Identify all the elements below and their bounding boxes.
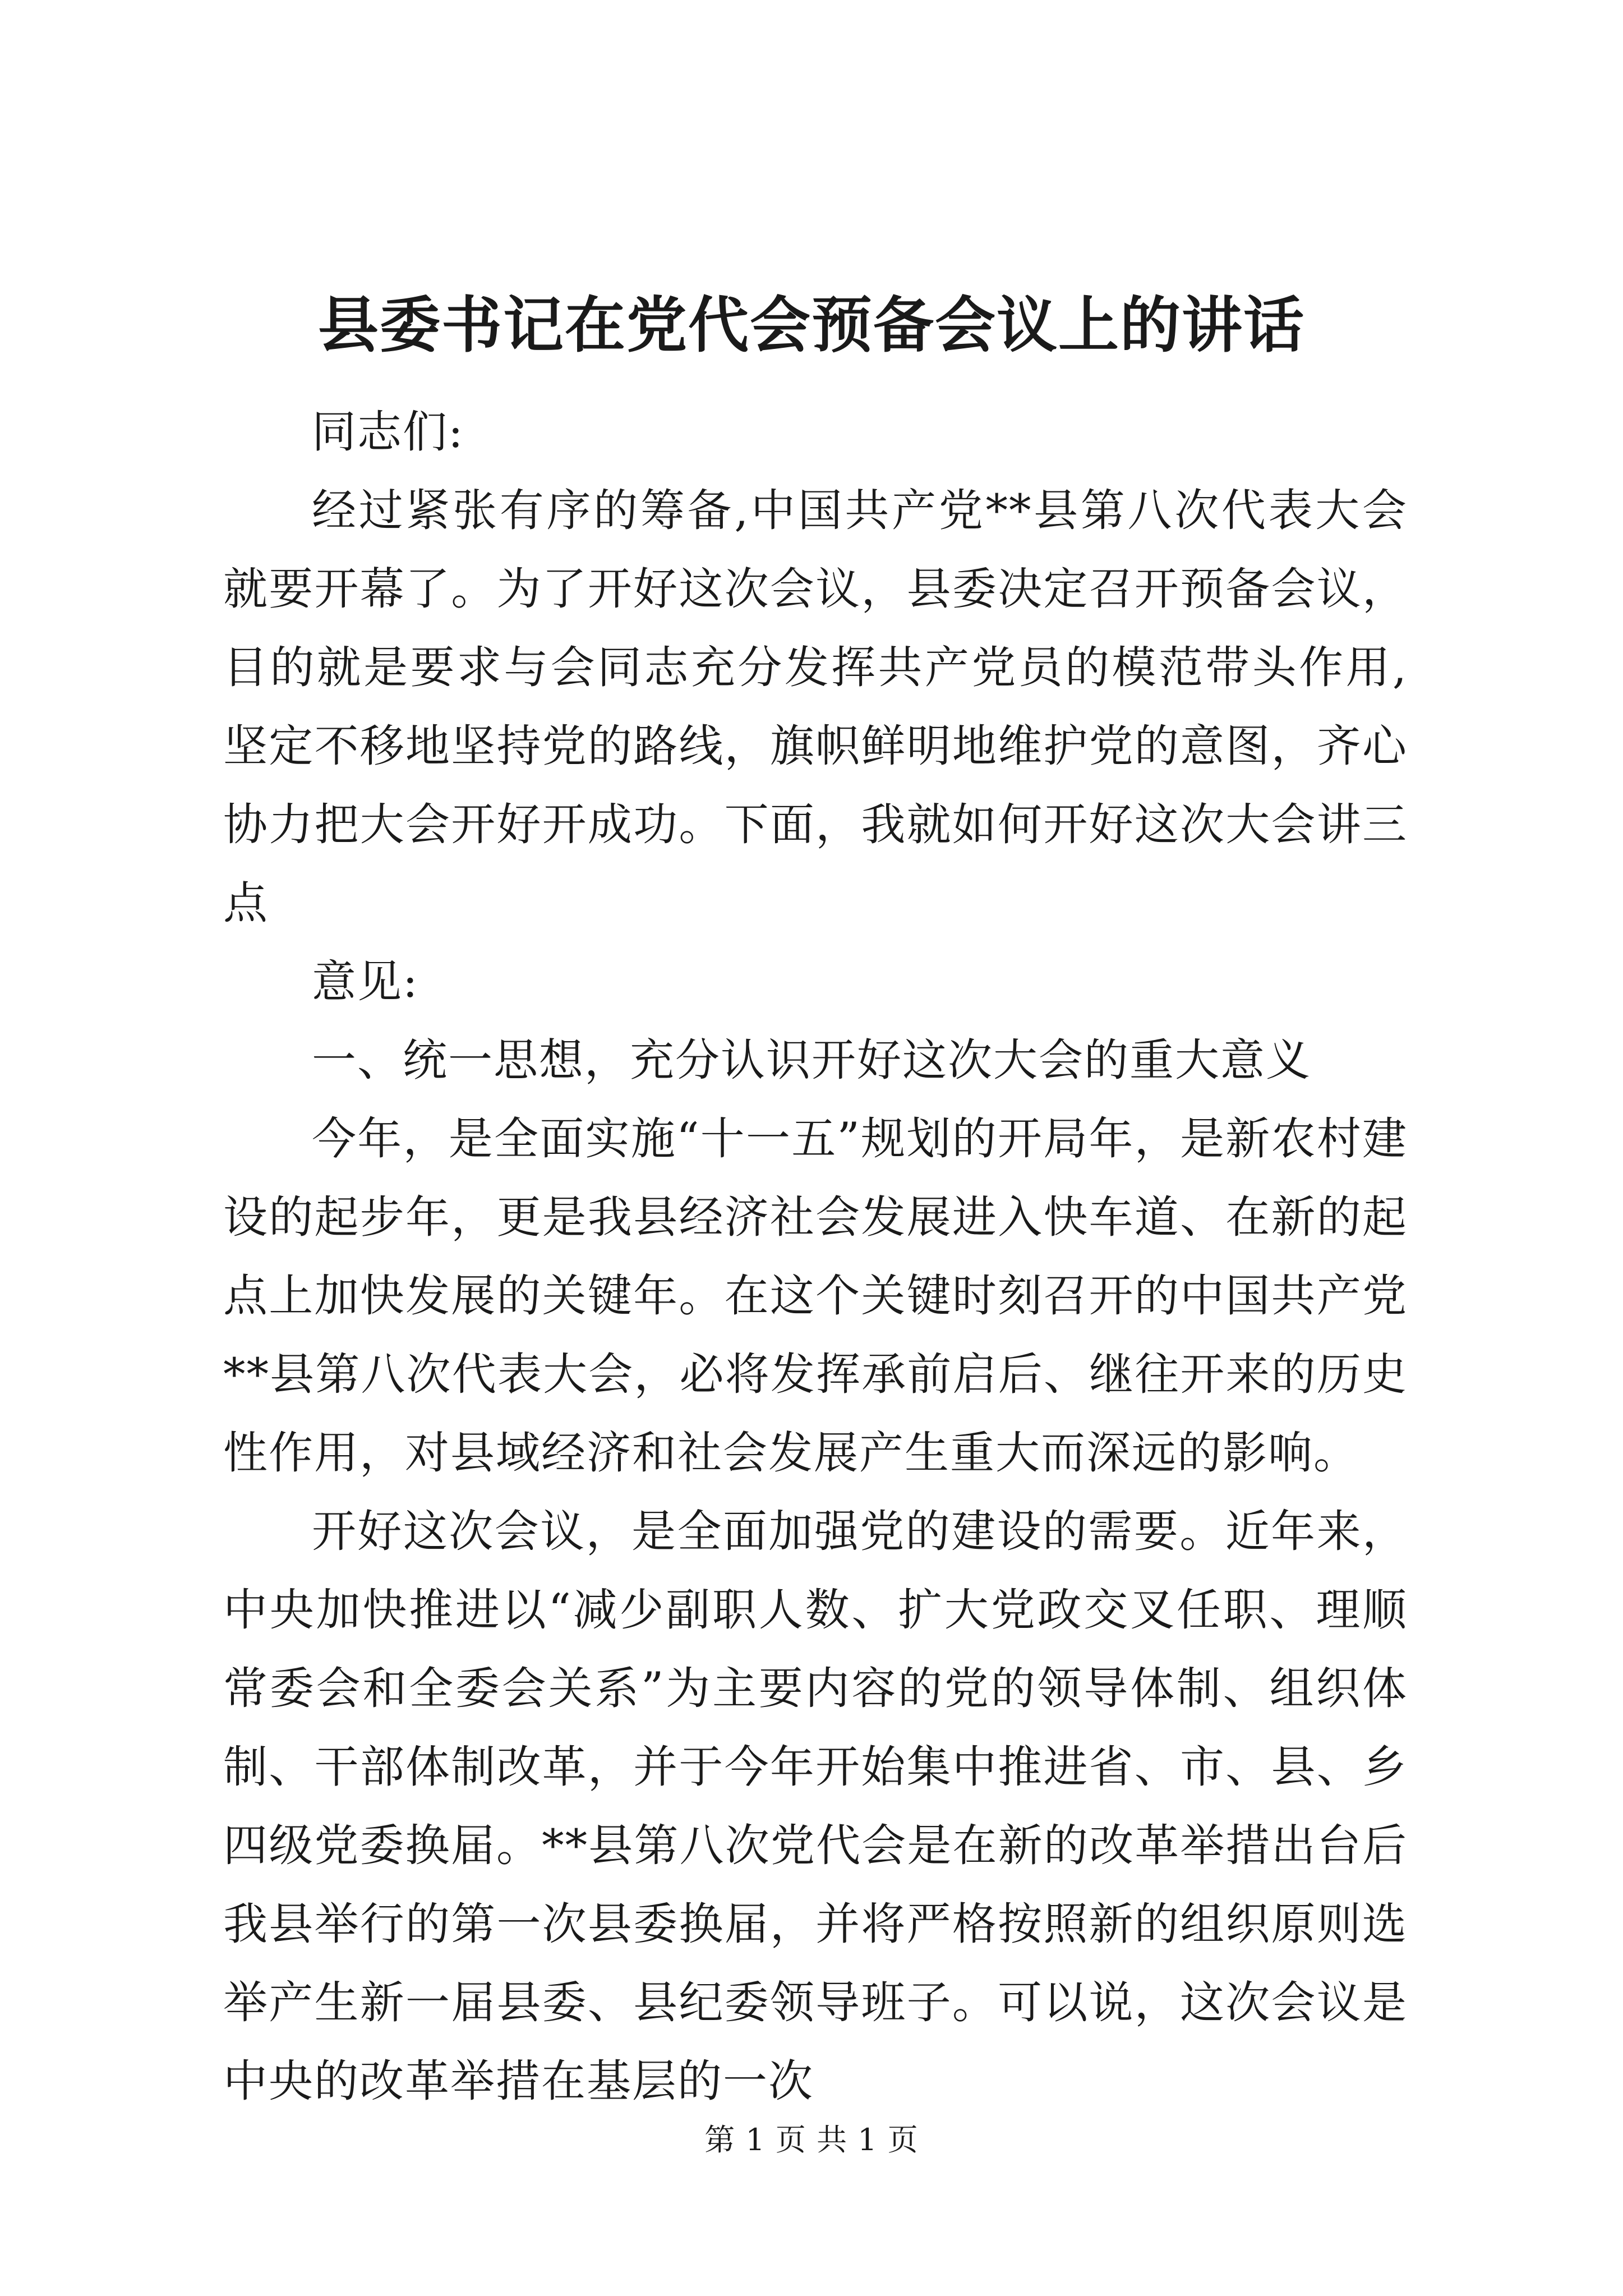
body-paragraph: 开好这次会议，是全面加强党的建设的需要。近年来，中央加快推进以“减少副职人数、扩大党政交叉任职、理顺常委会和全委会关系”为主要内容的党的领导体制、组织体制、干部体制改革，并于今年开始集中推进省、市、县、乡四级党委换届。**县第八次党代会是在新的改革举措出台后我县举行的第一次县委换届，并将严格按照新的组织原则选举产生新一届县委、县纪委领导班子。可以说，这次会议是中央的改革举措在基层的一次 — [223, 1506, 1408, 2107]
section-heading: 一、统一思想，充分认识开好这次大会的重大意义 — [312, 1034, 1311, 1086]
body-paragraph: 今年，是全面实施“十一五”规划的开局年，是新农村建设的起步年，更是我县经济社会发展进入快车道、在新的起点上加快发展的关键年。在这个关键时刻召开的中国共产党**县第八次代表大会，必将发挥承前启后、继往开来的历史性作用，对县域经济和社会发展产生重大而深远的影响。 — [223, 1113, 1408, 1479]
document-title: 县委书记在党代会预备会议上的讲话 — [317, 290, 1305, 361]
document-body — [223, 393, 1408, 2120]
body-paragraph: 经过紧张有序的筹备,中国共产党**县第八次代表大会就要开幕了。为了开好这次会议，县委决定召开预备会议，目的就是要求与会同志充分发挥共产党员的模范带头作用,坚定不移地坚持党的路线，旗帜鲜明地维护党的意图，齐心协力把大会开好开成功。下面，我就如何开好这次大会讲三点 — [223, 485, 1408, 929]
page-number-footer: 第 1 页 共 1 页 — [704, 2122, 919, 2157]
salutation-paragraph: 同志们: — [312, 406, 464, 458]
body-paragraph: 意见: — [312, 956, 419, 1007]
